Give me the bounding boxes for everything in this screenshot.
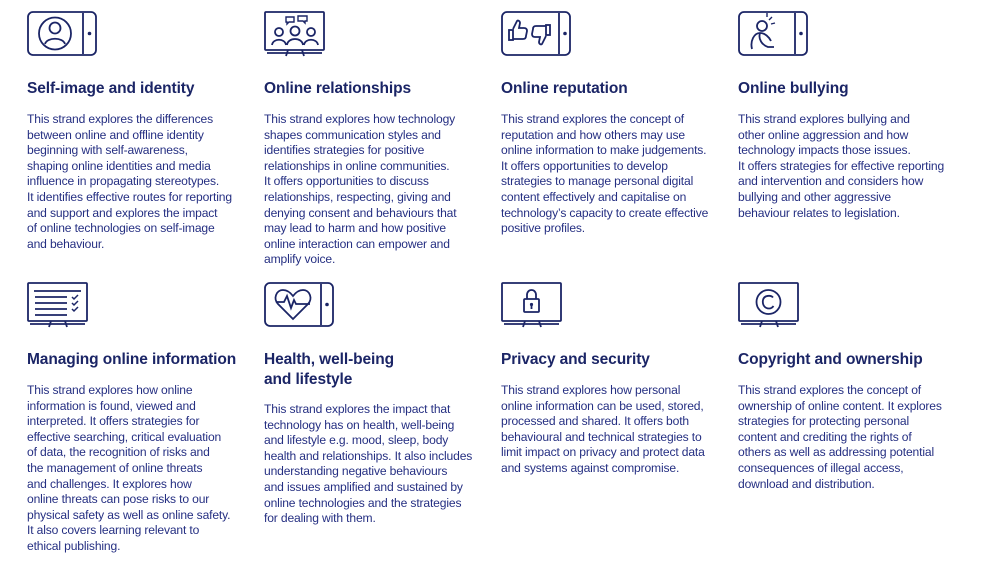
padlock-monitor-icon bbox=[501, 282, 729, 330]
strand-description: This strand explores how online information is found, viewed and interpreted. It offers strategies for effective searching, critical evaluation of data, the recognition of risks and the management of online threats and challenges. It explores how online threats can pose risks to our physical safety as well as online safety. It also covers learning relevant to ethical publishing. bbox=[27, 383, 231, 553]
strand-card-online-relationships bbox=[264, 11, 492, 268]
thumbs-up-down-tablet-icon bbox=[501, 11, 729, 59]
copyright-monitor-icon bbox=[738, 282, 966, 330]
strand-title: Self-image and identity bbox=[27, 80, 195, 97]
strand-title: Privacy and security bbox=[501, 351, 650, 368]
strand-description: This strand explores the impact that technology has on health, well-being and lifestyle e.g. mood, sleep, body health and relationships. It also includes understanding negative behaviours and issues amplified and sustained by online technologies and the strategies for dealing with them. bbox=[264, 402, 473, 526]
checklist-monitor-icon bbox=[27, 282, 255, 330]
strand-description: This strand explores how technology shapes communication styles and identifies strategies for positive relationships in online communities. It offers opportunities to discuss relationships, respecting, giving and denying consent and behaviours that may lead to harm and how positive online interaction can empower and amplify voice. bbox=[264, 112, 457, 267]
strand-title: Health, well-being and lifestyle bbox=[264, 351, 394, 388]
person-portrait-tablet-icon bbox=[27, 11, 255, 59]
strand-title: Copyright and ownership bbox=[738, 351, 923, 368]
hurt-person-tablet-icon bbox=[738, 11, 966, 59]
strand-title: Online relationships bbox=[264, 80, 411, 97]
strand-card-health-wellbeing bbox=[264, 282, 492, 527]
strand-card-online-bullying bbox=[738, 11, 966, 221]
strand-card-managing-online-information bbox=[27, 282, 255, 555]
strand-title: Online reputation bbox=[501, 80, 628, 97]
strand-card-copyright-ownership bbox=[738, 282, 966, 492]
heartbeat-tablet-icon bbox=[264, 282, 492, 330]
strand-description: This strand explores the concept of reputation and how others may use online information to make judgements. It offers opportunities to develop strategies to manage personal digital content effectively and capitalise on technology’s capacity to create effective positive profiles. bbox=[501, 112, 709, 236]
strand-description: This strand explores bullying and other online aggression and how technology impacts those issues. It offers strategies for effective reporting and intervention and considers how bullying and other aggressive behaviour relates to legislation. bbox=[738, 112, 945, 220]
strand-card-privacy-security bbox=[501, 282, 729, 477]
strand-title: Online bullying bbox=[738, 80, 849, 97]
strand-card-online-reputation bbox=[501, 11, 729, 237]
strand-title: Managing online information bbox=[27, 351, 237, 368]
strand-description: This strand explores the differences between online and offline identity beginning with self-awareness, shaping online identities and media influence in propagating stereotypes. It identifies effective routes for reporting and support and explores the impact of online technologies on self-image and behaviour. bbox=[27, 112, 232, 251]
people-group-monitor-icon bbox=[264, 11, 492, 59]
strand-card-self-image bbox=[27, 11, 255, 252]
strand-description: This strand explores the concept of ownership of online content. It explores strategies for protecting personal content and crediting the rights of others as well as addressing potential consequences of illegal access, download and distribution. bbox=[738, 383, 942, 491]
strand-description: This strand explores how personal online information can be used, stored, processed and shared. It offers both behavioural and technical strategies to limit impact on privacy and protect data and systems against compromise. bbox=[501, 383, 705, 475]
